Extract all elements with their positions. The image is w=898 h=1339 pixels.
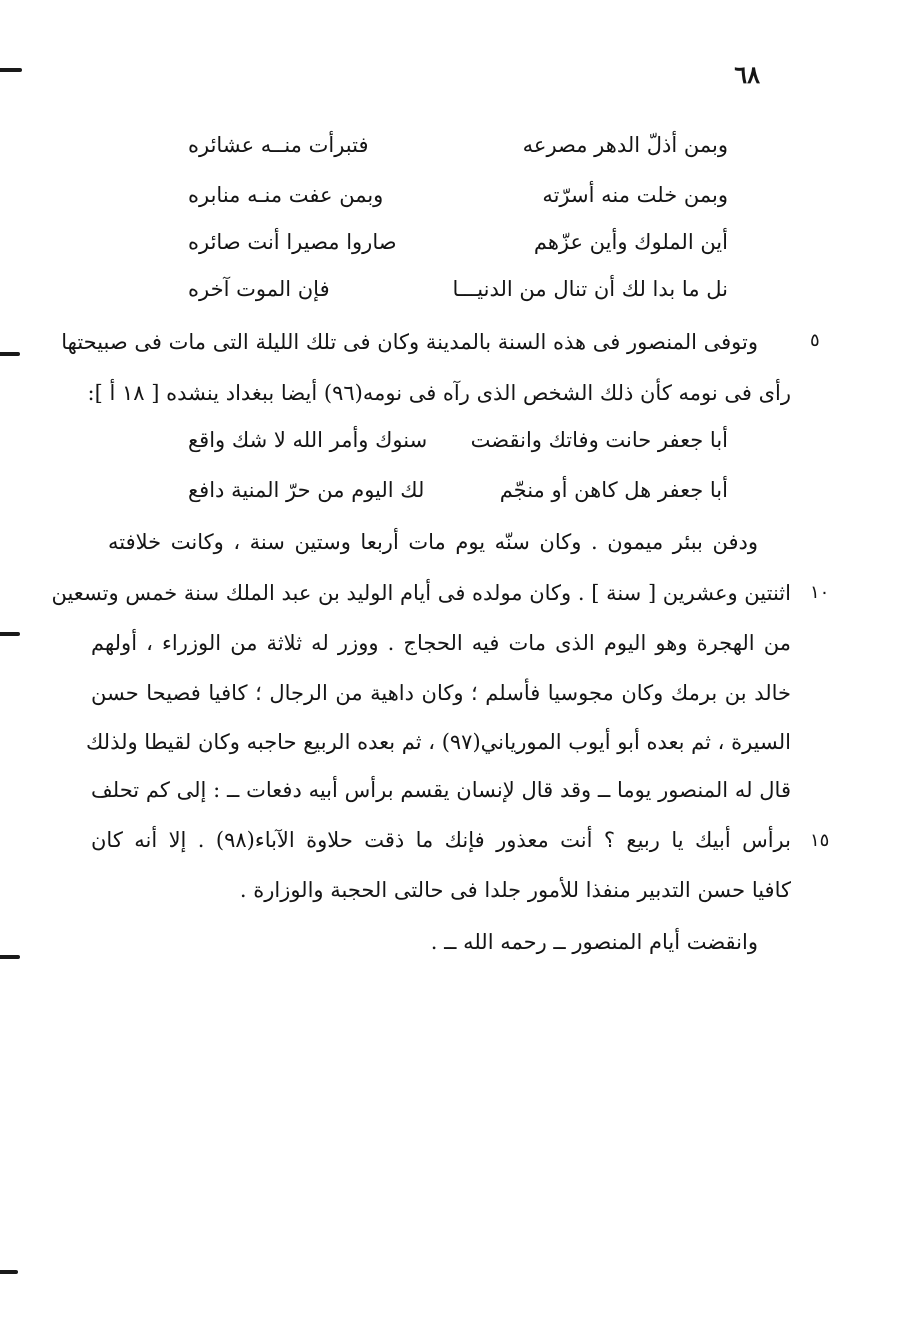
verse-hemistich-second: فإن الموت آخره xyxy=(188,277,330,301)
scan-edge-mark xyxy=(0,68,22,72)
prose-line: اثنتين وعشرين [ سنة ] . وكان مولده فى أيام الوليد بن عبد الملك سنة خمس وتسعين xyxy=(51,581,791,605)
verse-hemistich-second: وبمن عفت منـه منابره xyxy=(188,183,384,207)
verse-hemistich-first: وبمن أذلّ الدهر مصرعه xyxy=(522,133,728,157)
prose-line: السيرة ، ثم بعده أبو أيوب المورياني(٩٧) ، ثم بعده الربيع حاجبه وكان لقيطا ولذلك xyxy=(85,730,791,754)
verse-hemistich-second: سنوك وأمر الله لا شك واقع xyxy=(188,428,428,452)
scan-edge-mark xyxy=(0,632,20,636)
verse-hemistich-second: لك اليوم من حرّ المنية دافع xyxy=(188,478,425,502)
verse-hemistich-first: وبمن خلت منه أسرّته xyxy=(542,183,728,207)
line-number: ١٠ xyxy=(810,582,830,603)
scan-edge-mark xyxy=(0,1270,18,1274)
verse-hemistich-second: صاروا مصيرا أنت صائره xyxy=(188,230,397,254)
verse-hemistich-first: نل ما بدا لك أن تنال من الدنيـــا xyxy=(452,277,728,301)
prose-line: ودفن ببئر ميمون . وكان سنّه يوم مات أربعا وستين سنة ، وكانت خلافته xyxy=(108,530,758,554)
page-number: ٦٨ xyxy=(734,60,760,89)
verse-hemistich-first: أين الملوك وأين عزّهم xyxy=(533,230,728,254)
prose-line: من الهجرة وهو اليوم الذى مات فيه الحجاج . ووزر له ثلاثة من الوزراء ، أولهم xyxy=(91,631,791,655)
prose-line: وانقضت أيام المنصور ــ رحمه الله ــ . xyxy=(430,930,758,954)
scan-edge-mark xyxy=(0,352,20,356)
prose-line: خالد بن برمك وكان مجوسيا فأسلم ؛ وكان داهية من الرجال ؛ كافيا فصيحا حسن xyxy=(91,681,791,705)
scan-edge-mark xyxy=(0,955,20,959)
line-number: ٥ xyxy=(810,330,820,351)
line-number: ١٥ xyxy=(810,830,830,851)
prose-line: برأس أبيك يا ربيع ؟ أنت معذور فإنك ما ذقت حلاوة الآباء(٩٨) . إلا أنه كان xyxy=(91,828,791,852)
prose-line: قال له المنصور يوما ــ وقد قال لإنسان يقسم برأس أبيه دفعات ــ : إلى كم تحلف xyxy=(91,778,791,802)
prose-line: كافيا حسن التدبير منفذا للأمور جلدا فى حالتى الحجبة والوزارة . xyxy=(239,878,791,902)
verse-hemistich-second: فتبرأت منــه عشائره xyxy=(188,133,369,157)
prose-line: رأى فى نومه كأن ذلك الشخص الذى رآه فى نومه(٩٦) أيضا ببغداد ينشده [ ١٨ أ ]: xyxy=(87,381,791,405)
prose-line: وتوفى المنصور فى هذه السنة بالمدينة وكان فى تلك الليلة التى مات فى صبيحتها xyxy=(61,330,758,354)
verse-hemistich-first: أبا جعفر هل كاهن أو منجّم xyxy=(499,478,728,502)
verse-hemistich-first: أبا جعفر حانت وفاتك وانقضت xyxy=(470,428,728,452)
